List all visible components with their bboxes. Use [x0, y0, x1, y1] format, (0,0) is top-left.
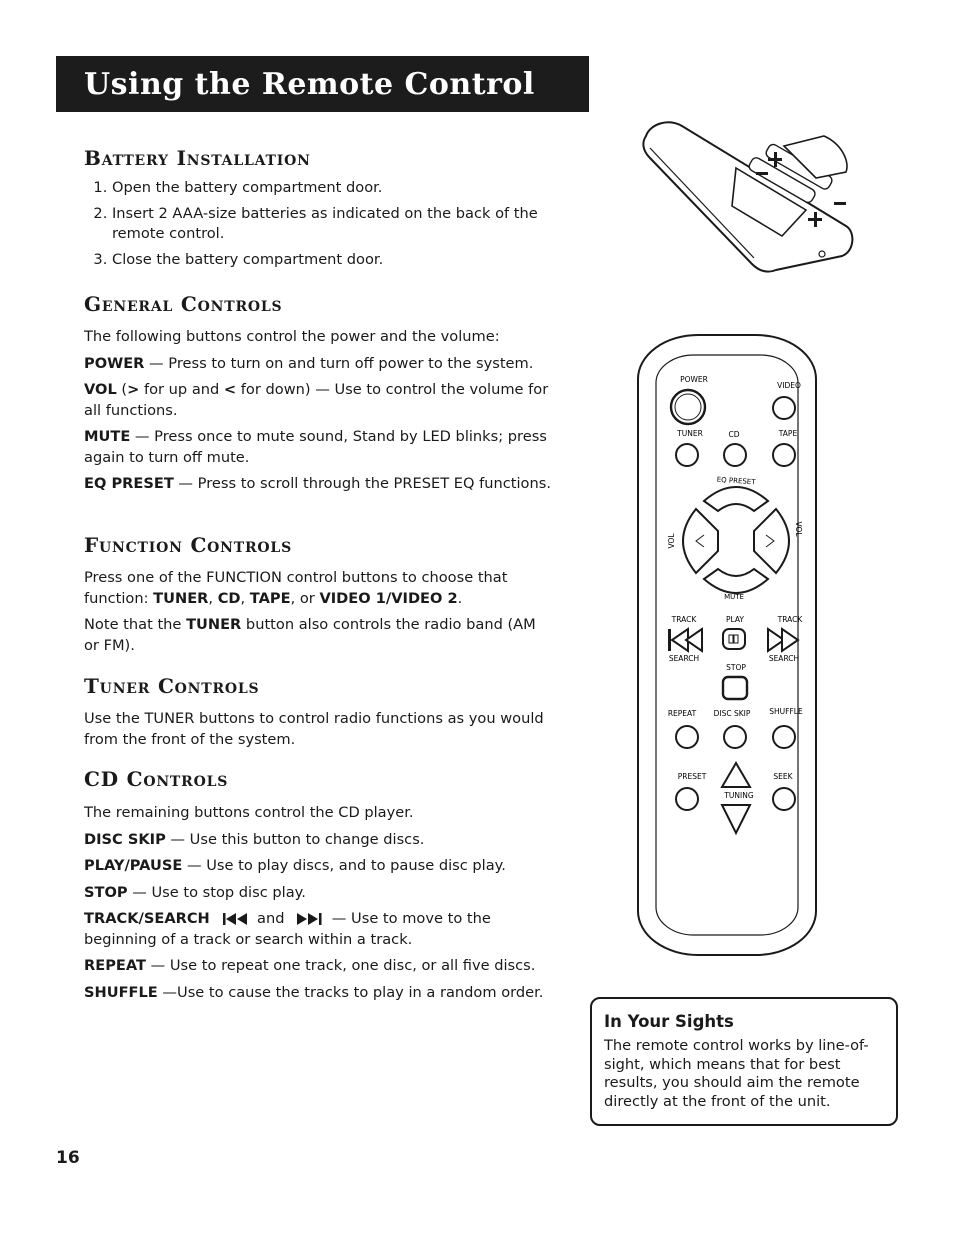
vol-desc [84, 380, 554, 421]
remote-power-button[interactable] [671, 390, 705, 424]
function-text: Press one of the FUNCTION control buttons to choose that function: [84, 569, 508, 607]
remote-label-play: PLAY [725, 615, 745, 624]
function-end: . [457, 589, 463, 607]
function-sep: , [208, 589, 218, 607]
mute-desc [84, 427, 554, 468]
vol-up-symbol: > [127, 381, 140, 398]
remote-label-stop: STOP [726, 663, 746, 672]
tuner-desc: Use the TUNER buttons to control radio functions as you would from the front of the system. [84, 710, 544, 748]
repeat-text: — Use to repeat one track, one disc, or all five discs. [146, 957, 536, 974]
disc-skip-text: — Use this button to change discs. [165, 830, 425, 848]
mute-term: MUTE [84, 428, 131, 445]
remote-label-mute: MUTE [724, 593, 744, 601]
general-heading: General Controls [84, 292, 283, 316]
battery-step: 2. Insert 2 AAA-size batteries as indicated on the back of the remote control. [112, 204, 554, 245]
remote-label-track-right: TRACK [777, 615, 803, 624]
remote-control-illustration [636, 333, 818, 959]
eq-text: — Press to scroll through the PRESET EQ functions. [173, 475, 551, 492]
function-sep: , or [290, 589, 320, 607]
function-note [84, 615, 554, 656]
battery-illustration [636, 118, 856, 278]
eq-desc [84, 474, 554, 495]
battery-section [84, 146, 554, 275]
remote-label-search-left: SEARCH [668, 654, 700, 663]
remote-shuffle-button[interactable] [773, 726, 795, 748]
remote-label-vol-left: VOL [667, 533, 676, 549]
remote-label-track-left: TRACK [671, 615, 697, 624]
disc-skip-desc [84, 830, 554, 851]
note-tuner: TUNER [186, 616, 242, 633]
function-cd: CD [217, 589, 241, 607]
stop-term: STOP [84, 883, 128, 901]
remote-label-tuning: TUNING [724, 791, 754, 800]
power-term: POWER [84, 354, 145, 372]
remote-label-shuffle: SHUFFLE [769, 707, 803, 716]
power-desc [84, 354, 554, 375]
remote-seek-button[interactable] [773, 788, 795, 810]
function-sep: , [240, 589, 250, 607]
track-and: and [252, 910, 290, 927]
remote-tape-button[interactable] [773, 444, 795, 466]
remote-label-disc-skip: DISC SKIP [713, 709, 751, 718]
general-intro: The following buttons control the power and the volume: [84, 328, 500, 345]
in-your-sights-box [590, 997, 898, 1126]
vol-term: VOL [84, 381, 117, 398]
remote-label-preset: PRESET [677, 772, 707, 781]
mute-text: — Press once to mute sound, Stand by LED blinks; press again to turn off mute. [84, 428, 547, 466]
remote-label-eq-preset: EQ PRESET [716, 475, 756, 487]
shuffle-term: SHUFFLE [84, 983, 158, 1001]
skip-back-icon [220, 912, 252, 926]
shuffle-desc [84, 983, 554, 1004]
function-tuner: TUNER [153, 589, 209, 607]
general-section [84, 292, 554, 495]
track-text: — Use to move to the beginning of a track or search within a track. [84, 910, 491, 948]
vol-mid: for up and [139, 381, 224, 398]
power-text: — Press to turn on and turn off power to the system. [144, 354, 534, 372]
vol-open: ( [116, 381, 128, 398]
tuner-heading: Tuner Controls [84, 674, 260, 698]
battery-steps [84, 178, 554, 270]
remote-label-seek: SEEK [773, 772, 793, 781]
play-desc [84, 856, 554, 877]
repeat-desc [84, 956, 554, 977]
track-term: TRACK/SEARCH [84, 910, 210, 927]
cd-section [84, 767, 554, 1003]
function-heading: Function Controls [84, 533, 292, 557]
skip-forward-icon [295, 912, 327, 926]
remote-label-tape: TAPE [778, 429, 798, 438]
page-title-banner [56, 56, 589, 112]
play-text: — Use to play discs, and to pause disc play. [182, 857, 506, 874]
cd-intro: The remaining buttons control the CD player. [84, 804, 414, 821]
vol-down-symbol: < [223, 381, 237, 398]
eq-term: EQ PRESET [84, 475, 174, 492]
battery-step: 1. Open the battery compartment door. [112, 178, 554, 199]
page-number: 16 [56, 1148, 80, 1168]
remote-label-search-right: SEARCH [768, 654, 800, 663]
remote-label-cd: CD [728, 430, 740, 439]
battery-step: 3. Close the battery compartment door. [112, 250, 554, 271]
remote-label-video: VIDEO [777, 381, 801, 390]
function-section [84, 533, 554, 656]
vol-text: for down) — Use to control the volume for all functions. [84, 381, 549, 419]
repeat-term: REPEAT [84, 957, 146, 974]
track-desc [84, 909, 554, 950]
function-video: VIDEO 1/VIDEO 2 [319, 589, 458, 607]
remote-disc-skip-button[interactable] [724, 726, 746, 748]
cd-heading: CD Controls [84, 767, 229, 791]
note-text: Note that the [84, 616, 187, 633]
shuffle-text: —Use to cause the tracks to play in a random order. [157, 983, 544, 1001]
remote-label-power: POWER [680, 375, 708, 384]
function-desc [84, 568, 554, 609]
note-text: button also controls the radio band (AM or FM). [84, 616, 536, 654]
sights-text: The remote control works by line-of-sight, which means that for best results, you should aim the remote directly at the front of the unit. [604, 1037, 869, 1110]
tuner-section [84, 674, 554, 750]
remote-label-tuner: TUNER [677, 429, 703, 438]
battery-heading: Battery Installation [84, 146, 311, 170]
disc-skip-term: DISC SKIP [84, 830, 166, 848]
function-tape: TAPE [249, 589, 291, 607]
remote-label-repeat: REPEAT [667, 709, 697, 718]
page-title: Using the Remote Control [84, 66, 535, 102]
remote-preset-button[interactable] [676, 788, 698, 810]
play-term: PLAY/PAUSE [84, 857, 183, 874]
remote-label-vol-right: VOL [794, 521, 803, 537]
stop-desc [84, 883, 554, 904]
remote-tuner-button[interactable] [676, 444, 698, 466]
remote-video-button[interactable] [773, 397, 795, 419]
remote-stop-button[interactable] [723, 677, 747, 699]
remote-repeat-button[interactable] [676, 726, 698, 748]
sights-title: In Your Sights [604, 1012, 734, 1031]
remote-cd-button[interactable] [724, 444, 746, 466]
stop-text: — Use to stop disc play. [127, 883, 306, 901]
